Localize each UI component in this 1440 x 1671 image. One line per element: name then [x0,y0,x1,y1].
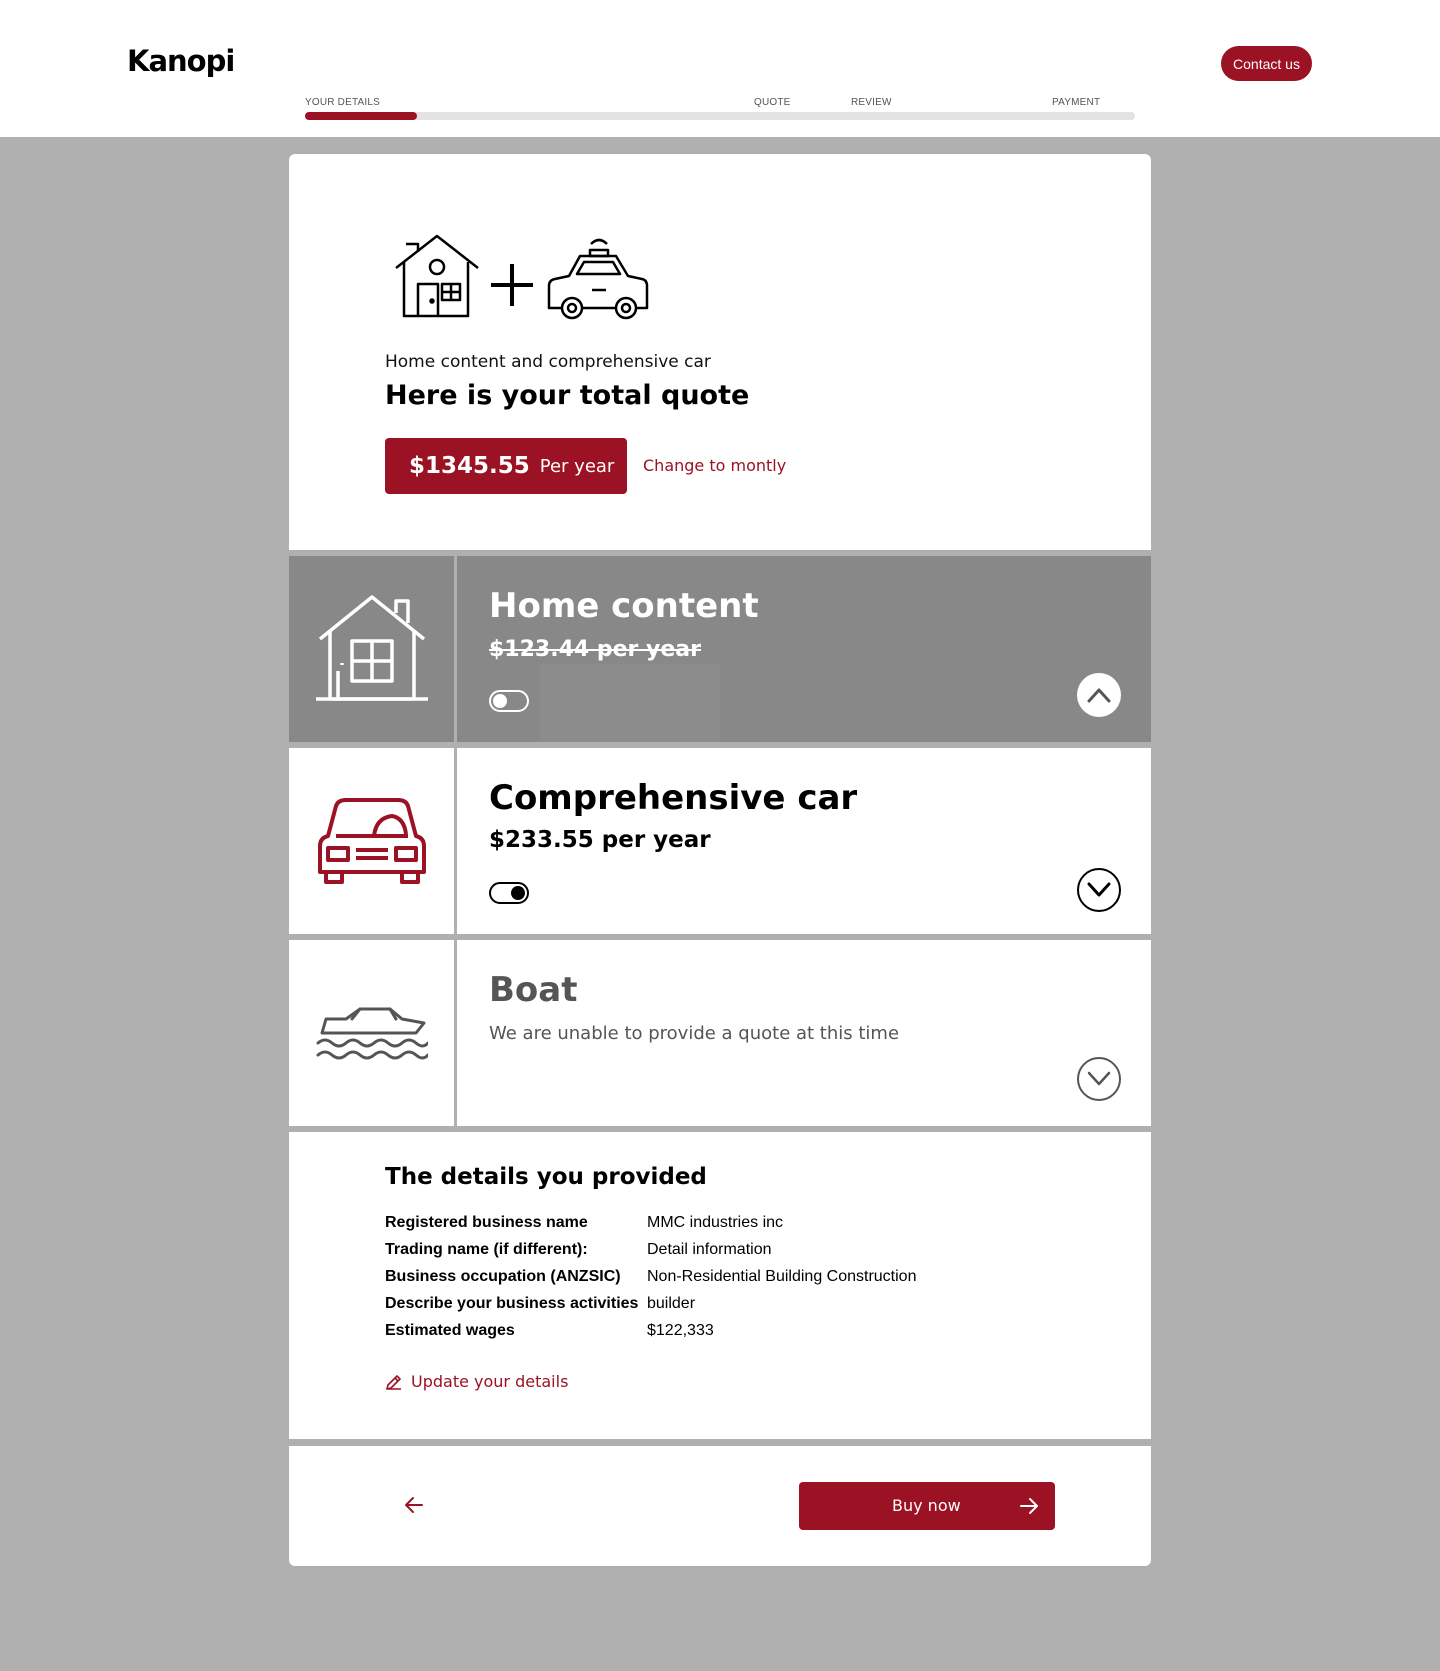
update-details-link[interactable] [385,1372,568,1391]
hero-icons [394,234,664,328]
detail-label: Business occupation (ANZSIC) [385,1268,621,1285]
plus-icon [491,264,533,306]
house-outline-icon [396,236,478,316]
progress-steps [305,97,1135,127]
row-divider [454,748,457,934]
detail-value: builder [647,1295,696,1312]
expand-button[interactable] [1077,868,1121,912]
detail-value: MMC industries inc [647,1214,784,1231]
boat-icon [289,940,454,1126]
product-row-home-content [289,556,1151,742]
logo[interactable]: Kanopi [127,44,235,78]
house-icon [289,556,454,742]
product-name: Boat [489,970,578,1010]
car-icon [289,748,454,934]
detail-label: Describe your business activities [385,1295,639,1312]
home-content-toggle[interactable] [489,690,529,712]
back-button[interactable] [399,1490,429,1520]
product-price: $233.55 per year [489,827,711,853]
product-unavailable-message: We are unable to provide a quote at this time [489,1023,900,1044]
details-card [289,1132,1151,1439]
pencil-icon [385,1373,403,1391]
buy-now-button[interactable] [799,1482,1055,1530]
step-payment: PAYMENT [1052,97,1101,108]
footer-card [289,1446,1151,1566]
expand-button[interactable] [1077,1057,1121,1101]
product-name: Home content [489,586,759,626]
row-divider [454,940,457,1126]
quote-subtitle: Home content and comprehensive car [385,352,711,372]
total-price-amount: $1345.55 [409,453,530,479]
quote-title: Here is your total quote [385,380,750,411]
step-review: REVIEW [851,97,892,108]
total-price-period: Per year [539,455,615,477]
disabled-overlay [540,664,720,742]
detail-label: Trading name (if different): [385,1241,588,1258]
collapse-button[interactable] [1077,673,1121,717]
quote-summary-card [289,154,1151,550]
detail-value: Non-Residential Building Construction [647,1268,917,1285]
product-row-boat [289,940,1151,1126]
chevron-down-icon [1087,882,1111,898]
chevron-up-icon [1087,687,1111,703]
change-to-monthly-link[interactable]: Change to montly [643,456,787,475]
detail-value: $122,333 [647,1322,714,1339]
toggle-knob [493,694,507,708]
progress-fill [305,112,417,120]
step-quote: QUOTE [754,97,791,108]
detail-label: Registered business name [385,1214,588,1231]
step-your-details: YOUR DETAILS [305,97,381,108]
header [0,0,1440,137]
product-name: Comprehensive car [489,778,858,818]
arrow-right-icon [1019,1497,1039,1515]
detail-value: Detail information [647,1241,772,1258]
detail-label: Estimated wages [385,1322,515,1339]
row-divider [454,556,457,742]
contact-us-button[interactable]: Contact us [1221,46,1312,81]
chevron-down-icon [1087,1071,1111,1087]
comprehensive-car-toggle[interactable] [489,882,529,904]
arrow-left-icon [404,1496,424,1514]
toggle-knob [511,886,525,900]
buy-now-label: Buy now [892,1496,961,1515]
product-price: $123.44 per year [489,637,701,662]
update-details-label: Update your details [411,1372,569,1391]
car-outline-icon [549,240,647,318]
total-price-badge [385,438,627,494]
product-row-comprehensive-car [289,748,1151,934]
progress-track [305,112,1135,120]
details-title: The details you provided [385,1164,707,1190]
